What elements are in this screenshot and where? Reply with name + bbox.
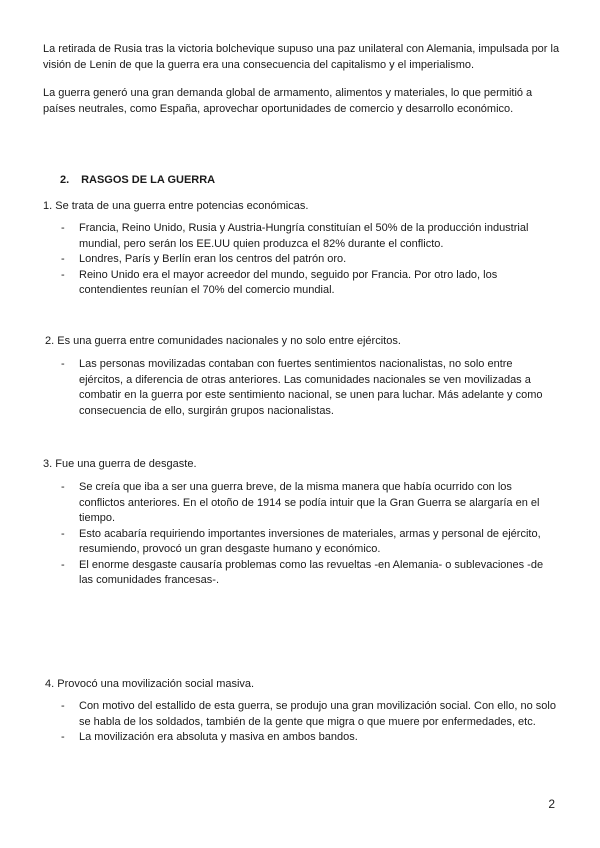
- intro-paragraph-2: La guerra generó una gran demanda global de armamento, alimentos y materiales, lo que permitió a países neutrales, como España, aprovechar oportunidades de comercio y desarrollo económico.: [43, 87, 533, 115]
- section-title: RASGOS DE LA GUERRA: [81, 174, 216, 186]
- list-item: - Esto acabaría requiriendo importantes inversiones de materiales, armas y personal de ejército, resumiendo, provocó un gran desgaste humano y económico.: [61, 527, 559, 558]
- section-heading: [60, 173, 215, 189]
- item-list-4: [61, 699, 559, 746]
- item-title-4: 4. Provocó una movilización social masiva.: [45, 678, 255, 690]
- item-title-1: 1. Se trata de una guerra entre potencias económicas.: [43, 200, 309, 212]
- page-number: 2: [548, 797, 555, 811]
- item-list-3: [61, 480, 559, 589]
- section-number: 2.: [60, 174, 70, 186]
- item-title-3: 3. Fue una guerra de desgaste.: [43, 458, 197, 470]
- list-item: - Con motivo del estallido de esta guerra, se produjo una gran movilización social. Con ello, no solo se habla de los soldados, también de la gente que migra o que muere por enfermedades, etc.: [61, 699, 559, 730]
- intro-paragraph-1: La retirada de Rusia tras la victoria bolchevique supuso una paz unilateral con Alemania, impulsada por la visión de Lenin de que la guerra era una consecuencia del capitalismo y el imperialismo.: [43, 43, 560, 71]
- list-item: - Londres, París y Berlín eran los centros del patrón oro.: [61, 252, 559, 268]
- list-item: - El enorme desgaste causaría problemas como las revueltas -en Alemania- o sublevaciones -de las comunidades francesas-.: [61, 558, 559, 589]
- list-item: - Las personas movilizadas contaban con fuertes sentimientos nacionalistas, no solo entre ejércitos, a diferencia de otras anteriores. Las comunidades nacionales se ven movilizadas a combatir en la guerra por este sentimiento nacional, se unen para luchar. Más adelante y como consecuencia de ello, surgirán grupos nacionalistas.: [61, 357, 559, 419]
- item-list-2: [61, 357, 559, 419]
- list-item: - Francia, Reino Unido, Rusia y Austria-Hungría constituían el 50% de la producción industrial mundial, pero serán los EE.UU quien produzca el 82% durante el conflicto.: [61, 221, 559, 252]
- item-title-2: 2. Es una guerra entre comunidades nacionales y no solo entre ejércitos.: [45, 335, 401, 347]
- list-item: - La movilización era absoluta y masiva en ambos bandos.: [61, 730, 559, 746]
- list-item: - Se creía que iba a ser una guerra breve, de la misma manera que había ocurrido con los conflictos anteriores. En el otoño de 1914 se podía intuir que la Gran Guerra se alargaría en el tiempo.: [61, 480, 559, 527]
- list-item: - Reino Unido era el mayor acreedor del mundo, seguido por Francia. Por otro lado, los contendientes reunían el 70% del comercio mundial.: [61, 268, 559, 299]
- item-list-1: [61, 221, 559, 299]
